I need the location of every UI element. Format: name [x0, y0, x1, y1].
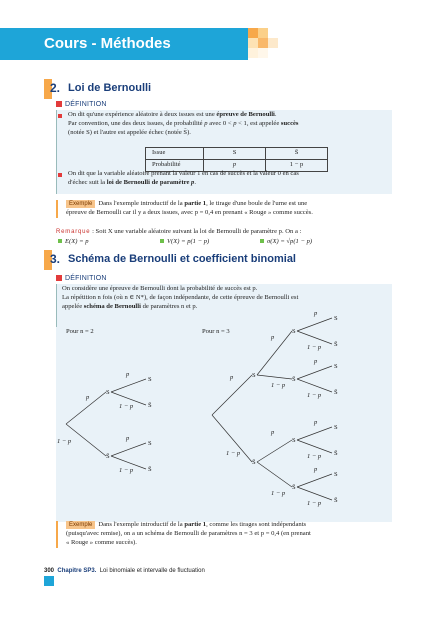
page-number: 300 — [44, 568, 55, 574]
definition-label: DÉFINITION — [56, 274, 107, 283]
tree-branch — [297, 474, 332, 487]
example-tag: Exemple — [66, 200, 95, 208]
property: σ(X) = √p(1 − p) — [260, 238, 312, 247]
node-failure: S̄ — [148, 402, 152, 409]
section-title: Schéma de Bernoulli et coefficient binomial — [68, 253, 296, 265]
header-square — [248, 38, 258, 48]
tree-caption: Pour n = 3 — [202, 328, 230, 335]
trees-panel — [56, 310, 392, 522]
header-square — [248, 28, 258, 38]
header-square — [248, 48, 258, 58]
node-failure: S̄ — [334, 497, 338, 504]
branch-probability: p — [86, 394, 90, 401]
remark-label: Remarque — [56, 229, 91, 235]
branch-probability: p — [314, 419, 318, 426]
node-success: S — [148, 440, 152, 447]
tree-branch — [257, 375, 292, 379]
tree-branch — [297, 487, 332, 500]
definition-text: On considère une épreuve de Bernoulli dont la probabilité de succès est p. La répétition n fois (où n ∈ N*), de façon indépendante, de cette épreuve de Bernoulli est appelée schéma de Bernoulli de paramètres n et p. — [62, 285, 299, 310]
tree-branch — [111, 443, 146, 456]
bullet-icon — [58, 113, 64, 119]
node-success: S — [292, 437, 296, 444]
branch-probability: 1 − p — [119, 403, 134, 410]
node-failure: S̄ — [334, 341, 338, 348]
node-success: S — [334, 424, 338, 431]
example-block: Exemple Dans l'exemple introductif de la partie 1, le tirage d'une boule de l'urne est une épreuve de Bernoulli car il y a deux issues, avec p = 0,4 en prenant « Rouge » comme succès. — [56, 200, 392, 218]
branch-probability: p — [230, 374, 234, 381]
definition-label: DÉFINITION — [56, 100, 107, 109]
branch-probability: p — [314, 358, 318, 365]
branch-probability: 1 − p — [307, 344, 322, 351]
branch-probability: 1 − p — [226, 450, 241, 457]
chapter-header — [0, 28, 435, 60]
branch-probability: p — [271, 334, 275, 341]
definition-marker-icon — [56, 275, 62, 281]
tree-branch — [212, 375, 252, 415]
tree-caption: Pour n = 2 — [66, 328, 94, 335]
remark: Remarque : Soit X une variable aléatoire suivant la loi de Bernoulli de paramètre p. On a : — [56, 228, 302, 235]
branch-probability: 1 − p — [119, 467, 134, 474]
header-square — [258, 28, 268, 38]
probability-trees — [56, 310, 392, 522]
node-success: S — [252, 372, 256, 379]
example-block: Exemple Dans l'exemple introductif de la partie 1, comme les tirages sont indépendants (puisqu'avec remise), on a un schéma de Bernoulli de paramètres n = 3 et p = 0,4 (en prenant « Rouge » comme succès). — [56, 521, 392, 548]
page-title: Cours - Méthodes — [44, 35, 171, 52]
branch-probability: 1 − p — [307, 500, 322, 507]
table-row — [146, 148, 328, 160]
bullet-icon — [160, 239, 164, 243]
table-cell: 1 − p — [266, 159, 328, 171]
tree-branch — [66, 424, 106, 456]
bullet-icon — [260, 239, 264, 243]
section-number: 2. — [50, 81, 61, 95]
node-failure: S̄ — [252, 459, 256, 466]
node-failure: S̄ — [334, 450, 338, 457]
tree-branch — [257, 462, 292, 487]
table-cell: S — [204, 148, 266, 160]
tree-branch — [297, 366, 332, 379]
branch-probability: p — [271, 429, 275, 436]
branch-probability: 1 − p — [271, 490, 286, 497]
definition-text: On dit que la variable aléatoire prenant la valeur 1 en cas de succès et la valeur 0 en cas d'échec suit la loi de Bernoulli de paramètre p. — [68, 170, 299, 186]
table-cell: S̄ — [266, 148, 328, 160]
issue-table — [145, 147, 328, 172]
bullet-icon — [58, 239, 62, 243]
section-title: Loi de Bernoulli — [68, 82, 152, 94]
definition-text: On dit qu'une expérience aléatoire à deux issues est une épreuve de Bernoulli. Par convention, une des deux issues, de probabilité p avec 0 < p < 1, est appelée succès (notée S) et l'autre est appelée échec (notée S̄). — [68, 111, 299, 136]
header-square — [258, 38, 268, 48]
tree-branch — [297, 331, 332, 344]
node-success: S — [292, 328, 296, 335]
property: E(X) = p — [58, 238, 89, 247]
page-footer — [44, 567, 205, 575]
branch-probability: p — [314, 466, 318, 473]
property: V(X) = p(1 − p) — [160, 238, 209, 247]
table-cell: Probabilité — [146, 159, 204, 171]
branch-probability: 1 − p — [57, 438, 72, 445]
branch-probability: p — [126, 435, 130, 442]
branch-probability: 1 − p — [307, 453, 322, 460]
definition-marker-icon — [56, 101, 62, 107]
node-failure: S̄ — [148, 466, 152, 473]
branch-probability: 1 − p — [271, 382, 286, 389]
branch-probability: 1 − p — [307, 392, 322, 399]
tree-branch — [297, 427, 332, 440]
footer-square — [44, 576, 54, 586]
node-success: S — [334, 363, 338, 370]
branch-probability: p — [314, 310, 318, 317]
tree-branch — [257, 331, 292, 375]
node-failure: S̄ — [292, 484, 296, 491]
node-failure: S̄ — [292, 376, 296, 383]
node-success: S — [334, 471, 338, 478]
node-success: S — [106, 389, 110, 396]
node-failure: S̄ — [334, 389, 338, 396]
node-success: S — [148, 376, 152, 383]
tree-branch — [297, 379, 332, 392]
branch-probability: p — [126, 371, 130, 378]
tree-branch — [297, 440, 332, 453]
header-square — [268, 38, 278, 48]
table-cell: Issue — [146, 148, 204, 160]
node-failure: S̄ — [106, 453, 110, 460]
table-cell: p — [204, 159, 266, 171]
chapter-title: Loi binomiale et intervalle de fluctuation — [99, 568, 205, 574]
section-number: 3. — [50, 252, 61, 266]
header-square — [258, 48, 268, 58]
example-tag: Exemple — [66, 521, 95, 529]
tree-branch — [111, 379, 146, 392]
chapter-label: Chapitre SP3. — [57, 568, 97, 574]
bullet-icon — [58, 172, 64, 178]
node-success: S — [334, 315, 338, 322]
tree-branch — [257, 440, 292, 462]
